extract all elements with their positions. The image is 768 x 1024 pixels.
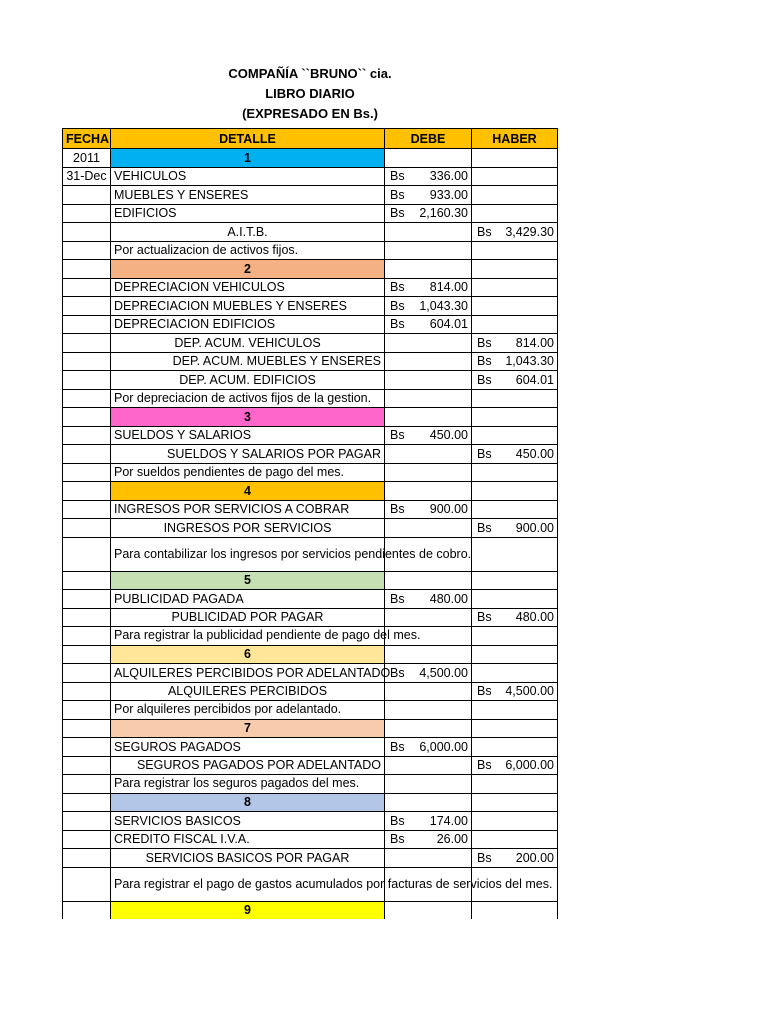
haber-cell — [472, 241, 558, 260]
fecha-cell — [63, 463, 111, 482]
fecha-cell — [63, 278, 111, 297]
haber-cell — [472, 408, 558, 427]
fecha-cell: 2011 — [63, 149, 111, 168]
entry-note-row — [63, 463, 558, 482]
fecha-cell — [63, 812, 111, 831]
header-debe: DEBE — [385, 129, 472, 149]
entry-number-row — [63, 645, 558, 664]
fecha-cell — [63, 223, 111, 242]
debe-cell — [385, 278, 472, 297]
account-name: A.I.T.B. — [111, 223, 385, 242]
account-name: DEPRECIACION VEHICULOS — [111, 278, 385, 297]
haber-cell — [472, 500, 558, 519]
credit-amount: 4,500.00 — [505, 684, 554, 699]
fecha-cell — [63, 260, 111, 279]
currency-symbol: Bs — [477, 610, 492, 625]
currency-symbol: Bs — [477, 850, 492, 865]
haber-cell — [472, 352, 558, 371]
entry-description: Para registrar la publicidad pendiente de pago del mes. — [111, 627, 385, 646]
debe-cell — [385, 664, 472, 683]
credit-amount: 1,043.30 — [505, 354, 554, 369]
fecha-cell — [63, 738, 111, 757]
account-name: MUEBLES Y ENSERES — [111, 186, 385, 205]
haber-cell — [472, 149, 558, 168]
debit-amount: 26.00 — [436, 832, 468, 847]
debe-cell — [385, 426, 472, 445]
account-name: EDIFICIOS — [111, 204, 385, 223]
fecha-cell — [63, 682, 111, 701]
debe-cell — [385, 315, 472, 334]
currency-symbol: Bs — [477, 446, 492, 461]
fecha-cell — [63, 408, 111, 427]
currency-note: (EXPRESADO EN Bs.) — [242, 106, 378, 121]
haber-cell — [472, 701, 558, 720]
haber-cell — [472, 167, 558, 186]
debit-amount: 336.00 — [429, 169, 468, 184]
haber-cell — [472, 775, 558, 794]
debe-cell — [385, 334, 472, 353]
currency-symbol: Bs — [390, 813, 405, 828]
entry-number-row — [63, 482, 558, 501]
entry-number-row — [63, 719, 558, 738]
haber-cell — [472, 482, 558, 501]
debe-cell — [385, 849, 472, 868]
entry-note-row — [63, 537, 558, 571]
debe-cell — [385, 408, 472, 427]
haber-cell — [472, 297, 558, 316]
entry-number: 3 — [111, 408, 385, 427]
fecha-cell — [63, 830, 111, 849]
journal-table — [62, 128, 558, 919]
currency-symbol: Bs — [477, 372, 492, 387]
account-name: PUBLICIDAD PAGADA — [111, 590, 385, 609]
haber-cell — [472, 186, 558, 205]
fecha-cell — [63, 608, 111, 627]
debit-amount: 604.01 — [429, 317, 468, 332]
currency-symbol: Bs — [477, 335, 492, 350]
debe-cell — [385, 241, 472, 260]
currency-symbol: Bs — [390, 665, 405, 680]
fecha-cell — [63, 371, 111, 390]
entry-note-row — [63, 701, 558, 720]
entry-note-row — [63, 775, 558, 794]
fecha-cell: 31-Dec — [63, 167, 111, 186]
entry-number-row — [63, 793, 558, 812]
haber-cell — [472, 537, 558, 571]
table-row — [63, 608, 558, 627]
haber-cell — [472, 738, 558, 757]
table-row — [63, 519, 558, 538]
table-row — [63, 204, 558, 223]
entry-description: Para registrar los seguros pagados del mes. — [111, 775, 385, 794]
account-name: SEGUROS PAGADOS — [111, 738, 385, 757]
header-haber: HABER — [472, 129, 558, 149]
debe-cell — [385, 186, 472, 205]
debe-cell — [385, 608, 472, 627]
fecha-cell — [63, 590, 111, 609]
table-row — [63, 315, 558, 334]
debe-cell — [385, 756, 472, 775]
haber-cell — [472, 315, 558, 334]
table-row — [63, 664, 558, 683]
debit-amount: 933.00 — [429, 187, 468, 202]
table-row — [63, 682, 558, 701]
debe-cell — [385, 830, 472, 849]
table-row — [63, 167, 558, 186]
entry-number-row — [63, 901, 558, 919]
fecha-cell — [63, 315, 111, 334]
credit-amount: 814.00 — [515, 335, 554, 350]
entry-number-row — [63, 571, 558, 590]
haber-cell — [472, 571, 558, 590]
credit-amount: 450.00 — [515, 446, 554, 461]
currency-symbol: Bs — [390, 832, 405, 847]
haber-cell — [472, 445, 558, 464]
credit-amount: 6,000.00 — [505, 758, 554, 773]
currency-symbol: Bs — [477, 758, 492, 773]
debe-cell — [385, 463, 472, 482]
currency-symbol: Bs — [390, 187, 405, 202]
account-name: SEGUROS PAGADOS POR ADELANTADO — [111, 756, 385, 775]
fecha-cell — [63, 519, 111, 538]
account-name: SERVICIOS BASICOS POR PAGAR — [111, 849, 385, 868]
credit-amount: 604.01 — [515, 372, 554, 387]
header-fecha: FECHA — [63, 129, 111, 149]
fecha-cell — [63, 793, 111, 812]
debe-cell — [385, 371, 472, 390]
account-name: DEP. ACUM. EDIFICIOS — [111, 371, 385, 390]
debe-cell — [385, 519, 472, 538]
fecha-cell — [63, 701, 111, 720]
currency-symbol: Bs — [477, 684, 492, 699]
currency-symbol: Bs — [390, 298, 405, 313]
debe-cell — [385, 682, 472, 701]
fecha-cell — [63, 756, 111, 775]
table-row — [63, 756, 558, 775]
debe-cell — [385, 701, 472, 720]
credit-amount: 480.00 — [515, 610, 554, 625]
entry-number: 8 — [111, 793, 385, 812]
account-name: ALQUILERES PERCIBIDOS — [111, 682, 385, 701]
haber-cell — [472, 812, 558, 831]
currency-symbol: Bs — [477, 354, 492, 369]
haber-cell — [472, 901, 558, 919]
haber-cell — [472, 830, 558, 849]
haber-cell — [472, 334, 558, 353]
table-row — [63, 297, 558, 316]
debit-amount: 450.00 — [429, 428, 468, 443]
entry-number: 7 — [111, 719, 385, 738]
entry-number: 5 — [111, 571, 385, 590]
account-name: ALQUILERES PERCIBIDOS POR ADELANTADO — [111, 664, 385, 683]
entry-number: 2 — [111, 260, 385, 279]
currency-symbol: Bs — [390, 206, 405, 221]
company-title: COMPAÑÍA ``BRUNO`` cia. — [228, 66, 392, 81]
table-row — [63, 849, 558, 868]
fecha-cell — [63, 241, 111, 260]
haber-cell — [472, 849, 558, 868]
fecha-cell — [63, 571, 111, 590]
fecha-cell — [63, 204, 111, 223]
entry-number-row — [63, 408, 558, 427]
fecha-cell — [63, 500, 111, 519]
entry-description: Por actualizacion de activos fijos. — [111, 241, 385, 260]
haber-cell — [472, 793, 558, 812]
currency-symbol: Bs — [390, 280, 405, 295]
haber-cell — [472, 260, 558, 279]
fecha-cell — [63, 719, 111, 738]
table-row — [63, 500, 558, 519]
debit-amount: 4,500.00 — [419, 665, 468, 680]
currency-symbol: Bs — [390, 739, 405, 754]
debe-cell — [385, 719, 472, 738]
currency-symbol: Bs — [477, 520, 492, 535]
table-row — [63, 334, 558, 353]
fecha-cell — [63, 645, 111, 664]
entry-note-row — [63, 627, 558, 646]
debit-amount: 174.00 — [429, 813, 468, 828]
account-name: DEP. ACUM. MUEBLES Y ENSERES — [111, 352, 385, 371]
table-header-row — [63, 129, 558, 149]
haber-cell — [472, 590, 558, 609]
debe-cell — [385, 571, 472, 590]
entry-description: Por sueldos pendientes de pago del mes. — [111, 463, 385, 482]
fecha-cell — [63, 849, 111, 868]
debe-cell — [385, 149, 472, 168]
fecha-cell — [63, 537, 111, 571]
haber-cell — [472, 371, 558, 390]
account-name: DEPRECIACION EDIFICIOS — [111, 315, 385, 334]
haber-cell — [472, 756, 558, 775]
debe-cell — [385, 775, 472, 794]
debe-cell — [385, 590, 472, 609]
table-row — [63, 352, 558, 371]
table-row — [63, 223, 558, 242]
account-name: SERVICIOS BASICOS — [111, 812, 385, 831]
haber-cell — [472, 389, 558, 408]
debe-cell — [385, 223, 472, 242]
debe-cell — [385, 793, 472, 812]
book-title: LIBRO DIARIO — [265, 86, 355, 101]
entry-description: Para contabilizar los ingresos por servicios pendientes de cobro. — [111, 537, 385, 571]
fecha-cell — [63, 297, 111, 316]
fecha-cell — [63, 445, 111, 464]
account-name: SUELDOS Y SALARIOS — [111, 426, 385, 445]
haber-cell — [472, 664, 558, 683]
debe-cell — [385, 812, 472, 831]
credit-amount: 900.00 — [515, 520, 554, 535]
entry-description: Por alquileres percibidos por adelantado. — [111, 701, 385, 720]
debit-amount: 1,043.30 — [419, 298, 468, 313]
table-row — [63, 738, 558, 757]
haber-cell — [472, 223, 558, 242]
currency-symbol: Bs — [390, 169, 405, 184]
currency-symbol: Bs — [390, 317, 405, 332]
account-name: DEP. ACUM. VEHICULOS — [111, 334, 385, 353]
header-detalle: DETALLE — [111, 129, 385, 149]
debit-amount: 2,160.30 — [419, 206, 468, 221]
debe-cell — [385, 167, 472, 186]
account-name: INGRESOS POR SERVICIOS A COBRAR — [111, 500, 385, 519]
debe-cell — [385, 260, 472, 279]
entry-number: 6 — [111, 645, 385, 664]
haber-cell — [472, 719, 558, 738]
debe-cell — [385, 645, 472, 664]
haber-cell — [472, 278, 558, 297]
debe-cell — [385, 445, 472, 464]
haber-cell — [472, 682, 558, 701]
debe-cell — [385, 901, 472, 919]
journal-body — [63, 149, 558, 920]
credit-amount: 200.00 — [515, 850, 554, 865]
debit-amount: 480.00 — [429, 591, 468, 606]
haber-cell — [472, 608, 558, 627]
fecha-cell — [63, 186, 111, 205]
fecha-cell — [63, 901, 111, 919]
fecha-cell — [63, 334, 111, 353]
debe-cell — [385, 297, 472, 316]
debit-amount: 814.00 — [429, 280, 468, 295]
haber-cell — [472, 204, 558, 223]
table-row — [63, 830, 558, 849]
entry-description: Para registrar el pago de gastos acumulados por facturas de servicios del mes. — [111, 867, 385, 901]
debit-amount: 900.00 — [429, 502, 468, 517]
entry-number-row — [63, 149, 558, 168]
account-name: DEPRECIACION MUEBLES Y ENSERES — [111, 297, 385, 316]
entry-number-row — [63, 260, 558, 279]
fecha-cell — [63, 426, 111, 445]
debe-cell — [385, 500, 472, 519]
entry-note-row — [63, 389, 558, 408]
debe-cell — [385, 204, 472, 223]
fecha-cell — [63, 627, 111, 646]
haber-cell — [472, 519, 558, 538]
entry-note-row — [63, 867, 558, 901]
fecha-cell — [63, 867, 111, 901]
debe-cell — [385, 738, 472, 757]
account-name: PUBLICIDAD POR PAGAR — [111, 608, 385, 627]
debe-cell — [385, 389, 472, 408]
fecha-cell — [63, 775, 111, 794]
credit-amount: 3,429.30 — [505, 224, 554, 239]
currency-symbol: Bs — [477, 224, 492, 239]
fecha-cell — [63, 352, 111, 371]
fecha-cell — [63, 664, 111, 683]
haber-cell — [472, 426, 558, 445]
account-name: INGRESOS POR SERVICIOS — [111, 519, 385, 538]
table-row — [63, 186, 558, 205]
debe-cell — [385, 482, 472, 501]
table-row — [63, 445, 558, 464]
entry-number: 9 — [111, 901, 385, 919]
entry-note-row — [63, 241, 558, 260]
currency-symbol: Bs — [390, 502, 405, 517]
debe-cell — [385, 352, 472, 371]
account-name: SUELDOS Y SALARIOS POR PAGAR — [111, 445, 385, 464]
haber-cell — [472, 627, 558, 646]
document-title-block — [0, 64, 620, 124]
debit-amount: 6,000.00 — [419, 739, 468, 754]
fecha-cell — [63, 389, 111, 408]
fecha-cell — [63, 482, 111, 501]
table-row — [63, 590, 558, 609]
table-row — [63, 371, 558, 390]
table-row — [63, 278, 558, 297]
haber-cell — [472, 645, 558, 664]
currency-symbol: Bs — [390, 591, 405, 606]
account-name: CREDITO FISCAL I.V.A. — [111, 830, 385, 849]
currency-symbol: Bs — [390, 428, 405, 443]
account-name: VEHICULOS — [111, 167, 385, 186]
entry-number: 1 — [111, 149, 385, 168]
entry-number: 4 — [111, 482, 385, 501]
entry-description: Por depreciacion de activos fijos de la gestion. — [111, 389, 385, 408]
table-row — [63, 426, 558, 445]
table-row — [63, 812, 558, 831]
haber-cell — [472, 463, 558, 482]
